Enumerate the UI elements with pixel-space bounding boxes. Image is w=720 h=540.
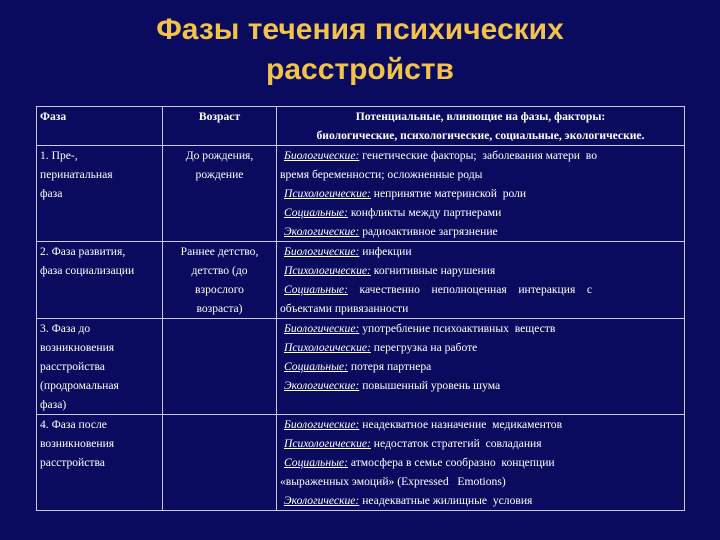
factor-text: инфекции	[359, 245, 412, 258]
phase-text: (продромальная	[40, 379, 119, 392]
factor-text: неадекватные жилищные условия	[359, 494, 533, 507]
phase-cell	[37, 242, 163, 319]
header-factors-line-1: Потенциальные, влияющие на фазы, факторы:	[355, 110, 606, 123]
factor-label: Биологические:	[284, 418, 360, 431]
factor-text: атмосфера в семье сообразно концепции	[347, 456, 555, 469]
age-text: взрослого	[195, 283, 244, 296]
page-title	[0, 10, 720, 90]
age-cell	[163, 319, 277, 415]
factor-line	[280, 376, 681, 395]
header-age: Возраст	[163, 107, 277, 146]
factor-line	[280, 280, 681, 299]
factor-line	[280, 319, 681, 338]
factor-continuation: время беременности; осложненные роды	[280, 168, 483, 181]
factor-continuation: «выраженных эмоций» (Expressed Emotions)	[280, 475, 506, 488]
phase-text: 3. Фаза до	[40, 322, 91, 335]
age-text: рождение	[195, 168, 244, 181]
factor-line	[280, 242, 681, 261]
factor-line	[280, 338, 681, 357]
factor-line	[280, 491, 681, 510]
factor-text: повышенный уровень шума	[359, 379, 501, 392]
table-row	[37, 146, 685, 242]
factor-line	[280, 261, 681, 280]
header-factors-line-2: биологические, психологические, социальные, экологические.	[316, 129, 645, 142]
phase-text: фаза)	[40, 398, 67, 411]
phase-text: фаза	[40, 187, 63, 200]
title-line-1: Фазы течения психических	[156, 13, 564, 46]
factor-text: непринятие материнской роли	[370, 187, 527, 200]
factor-text: конфликты между партнерами	[347, 206, 502, 219]
phase-cell	[37, 319, 163, 415]
age-text: детство (до	[191, 264, 248, 277]
factor-line	[280, 434, 681, 453]
factor-label: Биологические:	[284, 149, 360, 162]
factor-line	[280, 146, 681, 165]
factor-label: Психологические:	[284, 341, 371, 354]
table-row	[37, 415, 685, 511]
phase-text: возникновения	[40, 437, 115, 450]
phase-cell	[37, 146, 163, 242]
factor-line	[280, 184, 681, 203]
factor-label: Психологические:	[284, 187, 371, 200]
factor-text: перегрузка на работе	[370, 341, 478, 354]
factor-text: когнитивные нарушения	[370, 264, 496, 277]
factors-cell	[277, 319, 685, 415]
age-cell	[163, 242, 277, 319]
table-row	[37, 319, 685, 415]
factor-label: Социальные:	[284, 283, 348, 296]
phase-text: расстройства	[40, 456, 105, 469]
factor-line	[280, 453, 681, 472]
factor-label: Психологические:	[284, 264, 371, 277]
factor-label: Экологические:	[284, 225, 360, 238]
factors-cell	[277, 242, 685, 319]
factor-text: радиоактивное загрязнение	[359, 225, 498, 238]
factor-line	[280, 203, 681, 222]
factor-text: неадекватное назначение медикаментов	[359, 418, 563, 431]
phase-text: возникновения	[40, 341, 115, 354]
age-text: Раннее детство,	[180, 245, 259, 258]
header-factors	[277, 107, 685, 146]
age-text: возраста)	[196, 302, 243, 315]
factor-text: генетические факторы; заболевания матери во	[359, 149, 597, 162]
factor-label: Социальные:	[284, 206, 348, 219]
factor-continuation: объектами привязанности	[280, 302, 409, 315]
factor-label: Социальные:	[284, 456, 348, 469]
factor-label: Экологические:	[284, 494, 360, 507]
factor-line	[280, 415, 681, 434]
factor-text: употребление психоактивных веществ	[359, 322, 556, 335]
factor-text: качественно неполноценная интеракция с	[347, 283, 593, 296]
phase-text: расстройства	[40, 360, 105, 373]
phase-text: 4. Фаза после	[40, 418, 107, 431]
phase-text: 1. Пре-,	[40, 149, 78, 162]
factor-label: Психологические:	[284, 437, 371, 450]
phase-text: фаза социализации	[40, 264, 135, 277]
phase-text: перинатальная	[40, 168, 113, 181]
age-cell	[163, 415, 277, 511]
phase-cell	[37, 415, 163, 511]
factors-cell	[277, 146, 685, 242]
factor-text: недостаток стратегий совладания	[370, 437, 542, 450]
factor-text: потеря партнера	[347, 360, 432, 373]
phase-text: 2. Фаза развития,	[40, 245, 126, 258]
factor-line	[280, 222, 681, 241]
factor-label: Биологические:	[284, 245, 360, 258]
table-header-row	[37, 107, 685, 146]
title-line-2: расстройств	[266, 53, 454, 86]
phases-table	[36, 106, 685, 511]
factor-label: Социальные:	[284, 360, 348, 373]
age-text: До рождения,	[185, 149, 254, 162]
table-row	[37, 242, 685, 319]
factors-cell	[277, 415, 685, 511]
header-phase: Фаза	[37, 107, 163, 146]
factor-label: Экологические:	[284, 379, 360, 392]
factor-line	[280, 357, 681, 376]
factor-label: Биологические:	[284, 322, 360, 335]
age-cell	[163, 146, 277, 242]
